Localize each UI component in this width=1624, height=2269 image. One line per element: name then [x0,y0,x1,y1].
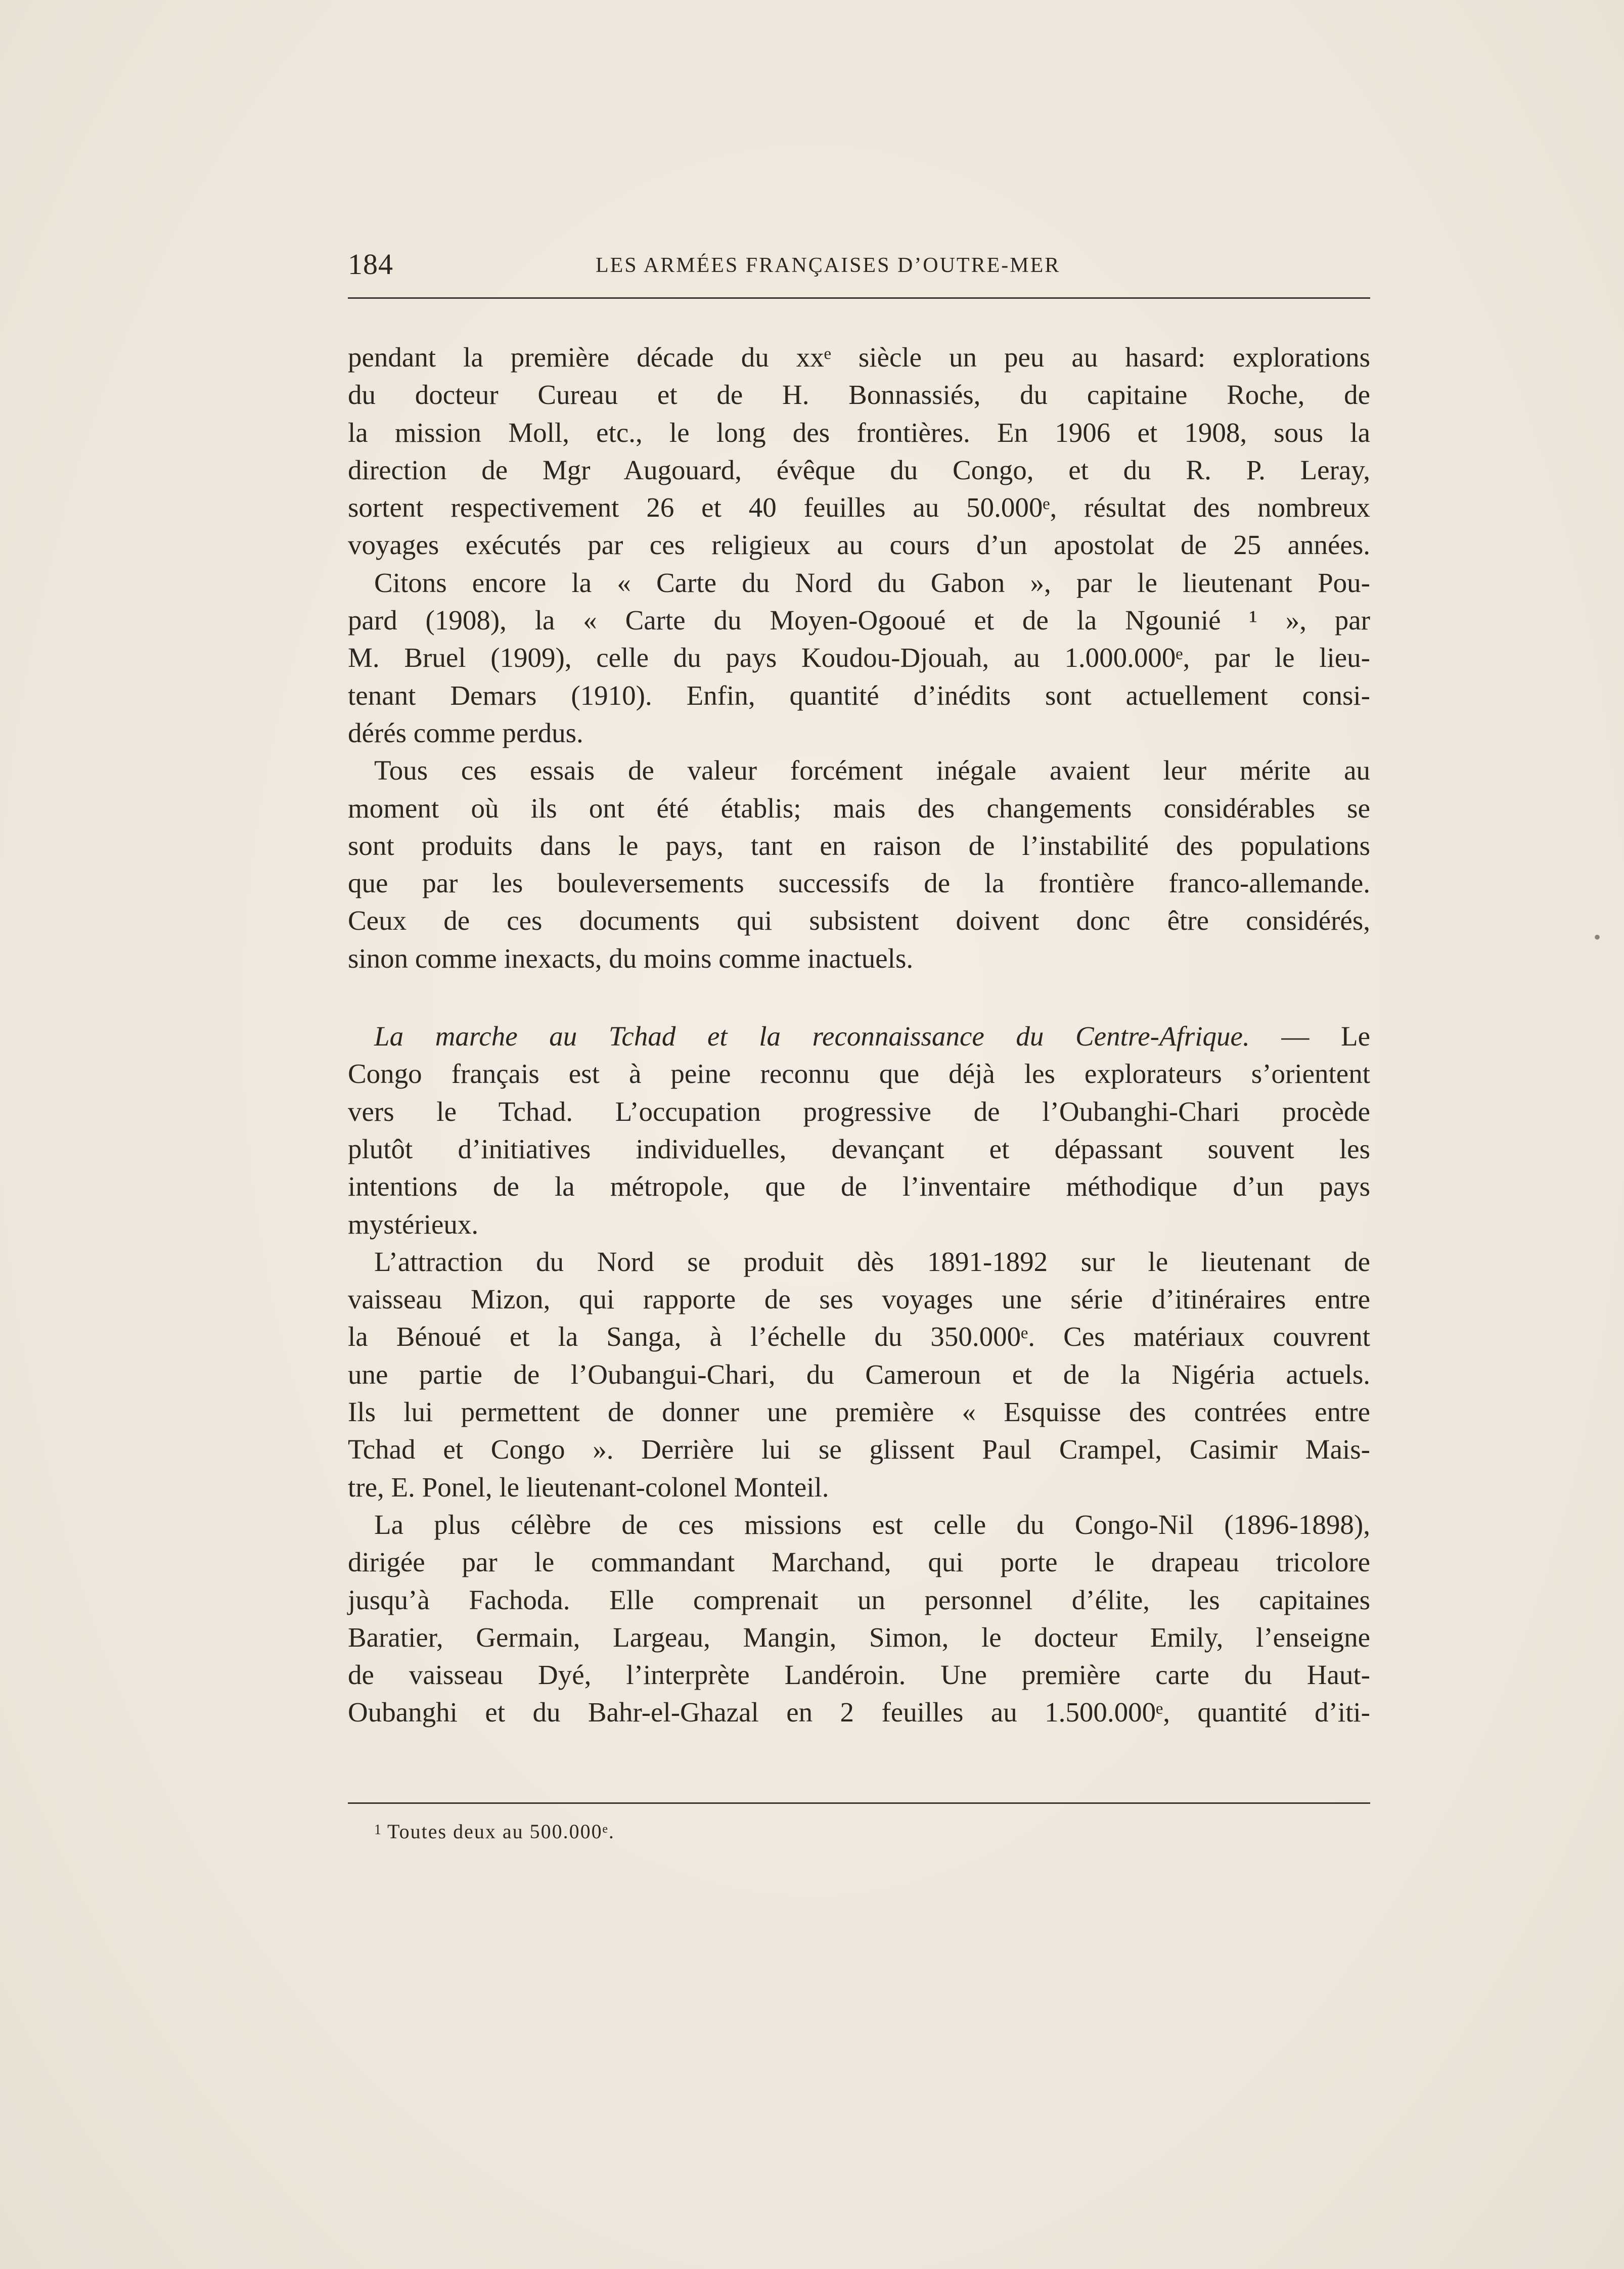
text-line: sinon comme inexacts, du moins comme inactuels. [348,942,914,974]
text-line: du docteur Cureau et de H. Bonnassiés, du capitaine Roche, de [348,379,1370,411]
text-line: plutôt d’initiatives individuelles, devançant et dépassant souvent les [348,1133,1370,1164]
text-line: une partie de l’Oubangui-Chari, du Cameroun et de la Nigéria actuels. [348,1358,1370,1390]
body-text [348,339,1370,1732]
text-line: direction de Mgr Augouard, évêque du Congo, et du R. P. Leray, [348,454,1370,485]
section-heading-line [348,1018,1370,1055]
text-line: Congo français est à peine reconnu que déjà les explorateurs s’orientent [348,1058,1370,1090]
text-line: pendant la première décade du xxᵉ siècle un peu au hasard: explorations [348,342,1370,373]
text-line: vers le Tchad. L’occupation progressive de l’Oubanghi-Chari procède [348,1096,1370,1127]
text-line: moment où ils ont été établis; mais des changements considérables se [348,792,1370,824]
footnote-mark: 1 [374,1822,382,1838]
footnote-rule [348,1802,1370,1804]
text-line: tre, E. Ponel, le lieutenant-colonel Monteil. [348,1471,829,1503]
text-line: Tchad et Congo ». Derrière lui se glissent Paul Crampel, Casimir Mais- [348,1434,1370,1465]
text-line: que par les bouleversements successifs de la frontière franco-allemande. [348,868,1370,899]
text-line: de vaisseau Dyé, l’interprète Landéroin. Une première carte du Haut- [348,1659,1370,1691]
page-number: 184 [348,248,393,281]
text-line: Baratier, Germain, Largeau, Mangin, Simon, le docteur Emily, l’enseigne [348,1621,1370,1653]
text-line: vaisseau Mizon, qui rapporte de ses voyages une série d’itinéraires entre [348,1284,1370,1315]
text-line: jusqu’à Fachoda. Elle comprenait un personnel d’élite, les capitaines [348,1584,1370,1615]
text-line: Ils lui permettent de donner une première « Esquisse des contrées entre [348,1396,1370,1428]
running-title: LES ARMÉES FRANÇAISES D’OUTRE-MER [596,254,1061,277]
heading-dash: — Le [1249,1021,1370,1052]
text-line: la mission Moll, etc., le long des frontières. En 1906 et 1908, sous la [348,417,1370,448]
text-line: Citons encore la « Carte du Nord du Gabon », par le lieutenant Pou- [374,567,1370,598]
text-line: Oubanghi et du Bahr-el-Ghazal en 2 feuilles au 1.500.000ᵉ, quantité d’iti- [348,1697,1370,1728]
section-gap [348,977,1370,1018]
text-line: Ceux de ces documents qui subsistent doivent donc être considérés, [348,905,1370,936]
text-line: La plus célèbre de ces missions est celle du Congo-Nil (1896-1898), [374,1509,1370,1540]
text-line: mystérieux. [348,1208,479,1240]
text-line: intentions de la métropole, que de l’inventaire méthodique d’un pays [348,1171,1370,1202]
text-line: sont produits dans le pays, tant en raison de l’instabilité des populations [348,830,1370,861]
text-line: pard (1908), la « Carte du Moyen-Ogooué et de la Ngounié ¹ », par [348,605,1370,636]
text-line: tenant Demars (1910). Enfin, quantité d’inédits sont actuellement consi- [348,679,1370,711]
header-rule [348,297,1370,299]
text-line: M. Bruel (1909), celle du pays Koudou-Djouah, au 1.000.000ᵉ, par le lieu- [348,642,1370,673]
page-header [348,247,1370,282]
margin-dot: • [1594,926,1601,948]
section-heading: La marche au Tchad et la reconnaissance du Centre-Afrique. [374,1021,1250,1052]
text-line: L’attraction du Nord se produit dès 1891-1892 sur le lieutenant de [374,1246,1370,1277]
text-line: dirigée par le commandant Marchand, qui porte le drapeau tricolore [348,1547,1370,1578]
text-line: la Bénoué et la Sanga, à l’échelle du 350.000ᵉ. Ces matériaux couvrent [348,1321,1370,1352]
footnote [374,1816,615,1846]
text-line: dérés comme perdus. [348,717,583,748]
text-line: Tous ces essais de valeur forcément inégale avaient leur mérite au [374,755,1370,786]
text-line: sortent respectivement 26 et 40 feuilles au 50.000ᵉ, résultat des nombreux [348,492,1370,523]
text-line: voyages exécutés par ces religieux au cours d’un apostolat de 25 années. [348,529,1370,561]
footnote-text: Toutes deux au 500.000ᵉ. [387,1820,615,1843]
